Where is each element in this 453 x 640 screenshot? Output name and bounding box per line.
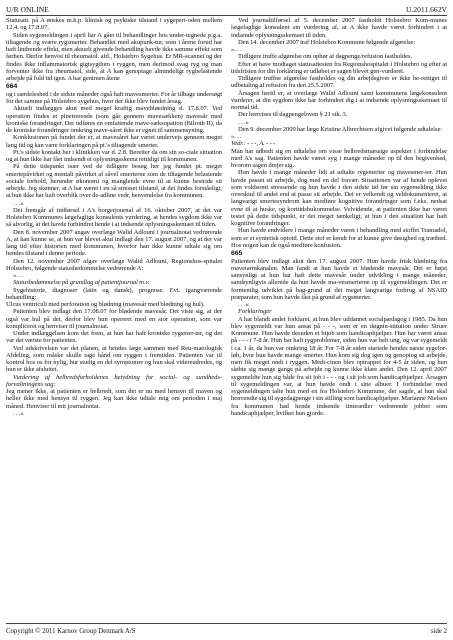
header-rule <box>6 15 447 16</box>
paragraph: Patienten blev indlagt akut den 17. august 2007. Hun havde frisk blødning fra mavetarmkanalen. Man fandt at hun havde et blødende mavesår. Det er højst sansynligt at hun har haft dette mavesår under udvikling i mange måneder, sandsynligvis allerede da hun havde ma-vesmerterne op til sygemeldingen. Det er formentlig udviklet på bag-grund af det meget langvarige forbrug af NSAID præparater, som hun havde fået på grund af rygsmerter. <box>231 257 447 301</box>
paragraph: Siden sygemeldingen i april har A gået til behandlinger hos under-tegnede p.g.a. tiltagende og svære rygsmerter. Behandlet med akupunk-tur, som i årene forud har haft lindrende effekt, men aktuelt givende behandling havde ikke samme effekt som førhen. Derfor henvist til rheumatol. afd., Holstebro Sygehus. Er MR-scannet og der findes ikke inflammatorisk gigtsygdom i ryggen, men derimod svag ryg og man forventer ikke fra rheumatol. side, at A kan genoptage almindeligt rygbelastende arbejde på fuld tid igen. A har gentmen åtene <box>6 31 222 82</box>
paragraph: . . .« <box>13 409 24 417</box>
publication-label: U/R ONLINE <box>6 5 49 14</box>
paragraph: . . .« <box>13 199 24 207</box>
paragraph: Under indlæggelsen kom det frem, at hun har haft kroniske rygsmer-ter, og det var det værste for patienten. <box>6 330 222 345</box>
paragraph: Ved udskrivelsen var det planen, at hendes læge sammen med Reu-matologisk Afdeling, som måske skulle tage hånd om ryggen i fremtiden. Patienten var til kontrol hos os for nylig, hur studig en del symptomer og hun skal videreudredes, og hun er ikke afsluttet. <box>6 344 222 374</box>
paragraph: ». . . <box>231 133 242 140</box>
paragraph: Den 12. november 2007 afgav overlæge Walid Adlouni, Regionshos-spitalet Holstebro, følgende statushedommelse vedrørende A: <box>6 257 222 272</box>
document-reference: U.2011.662V <box>405 5 447 14</box>
paragraph: Det fremgår af indførsel i A's borgerjournal af 16. oktober 2007, at det var Holstebro Kommunes lægefaglige konsulents vurdering, at hendes sygdom ikke var så alvorlig, at det havde forhindret hende i at indsende oplysningsskemaet til tiden. <box>6 206 222 229</box>
page-header <box>6 2 447 15</box>
right-column <box>231 17 447 597</box>
paragraph: Ved journaltilførsel af 5. december 2007 fastholdt Holstebro Kom-munes lægefaglige konsulent sin vurdering af, at A ikke havde været forhindret i at indsende oplysningsskemaet til tiden. <box>231 17 447 39</box>
paragraph: . . .« <box>238 301 249 308</box>
paragraph: Statusbedømmelse på grundlag af patientjournal m.v. <box>13 279 150 287</box>
paragraph: Efter at have modtaget statusattesten fra Regionshospitalet i Holstebro og efter at tidsfristen for din forklaring er udløbet er sagen blevet gen-vurderet. <box>231 60 447 75</box>
copyright-notice: Copyright © 2011 Karnov Group Denmark A/S <box>6 627 136 635</box>
paragraph: Vurdering af helbredsforholdenes betydning for social- og sundheds-forvaltningens sag: <box>6 373 222 388</box>
section-marker: 664 <box>6 82 18 90</box>
paragraph: Vedr.: - - -, A. - - - <box>231 140 276 148</box>
paragraph: På dette tidspunkt især ved de tidligere besøg her jeg fundet pt. meget smertepåvirket og mentalt påvirket af såvel smerterne som de tiltagende belastende sociale forhold, herunder økonomi og manglende evne til at kunne bestride sit arbejde. Jeg skønner, at A har været i en så stresset tilstand, at det findes forståeligt, at hun ikke har haft overblik over de-adline vedr, henvendelse fra kommunen. <box>6 163 222 200</box>
paragraph: og i særdeleshed i de sidste måneder også haft mavesmerter. For år tilbage undersøgt for det samme på Holstebro sygehus, hvor der ikke blev fundet årsag. <box>6 90 222 105</box>
paragraph: . . .« <box>238 118 249 126</box>
paragraph: Sygehistorie, diagnoser (latin og dansk), prognose. Evt. igangværende behandling: <box>6 286 222 301</box>
paragraph: Hun havde endvidere i mange måneder været i behandling med stoffet Tramadol, som er et syntetisk opioid. Dette stof er kendt for at kunne give døsighed og træthed. Hos nogen kan de også medføre konfusion. <box>231 227 447 249</box>
paragraph: Pt.'s sidste kontakt her i klinikken var d. 2.8. Beretter da om sin so-ciale situation og at hun ikke har fået indsendt et oplysningsskema rettidigt til kommunen. <box>6 148 222 163</box>
paragraph: Jeg mener ikke, at patienten er helbredt, som det er nu med hensyn til maven og heller ikke med hensyn til ryggen. Jeg kan ikke udtale mig om perioden i maj måned. Henviser til mit journalnotat. <box>6 388 222 410</box>
paragraph: Patienten blev indlagt den 17.08.07 for blødende mavesår. Det viste sig, at der også var hul på det, derfor blev hun opereret med en stor operation, som var kompliceret og henviser til journalnotat. <box>6 308 222 330</box>
section-marker: 665 <box>231 249 243 257</box>
left-column <box>6 17 222 597</box>
paragraph: Statusatt. på A ønskes m.h.p. klinisk og psykiske tilstand i sygeperi-oden mellem 12.4. og 17.8.07. <box>6 17 222 32</box>
paragraph: Den 9. december 2009 har læge Kristine Albrechtsen afgivet følgende udtalelse: <box>238 125 443 133</box>
paragraph: Ulcus ventriculi med perforation og blødning (mavesår med blødning og hul). <box>6 301 205 308</box>
paragraph: Tidligere truffe afgørelse om ophør af dagpenge/refusion fastholdes. <box>238 53 413 61</box>
page-number: side 2 <box>430 627 447 635</box>
paragraph: Man har udbedt sig en udtalelse om visse helbredsmæssige aspekter i forbindelse med A's sag. Patienten havde været syg i mange måneder op til den begivenhed, hvorom sagen drejer sig. <box>231 147 447 169</box>
paragraph: Hun havde i mange måneder lidt af udtalte rygsmerter og mavesmer-ter. Hun havde passet sit arbejde, dog med en del fravær. Situationen var af hende oplevet som voldsomt stressende og hun havde i den sidste tid før sin sygemelding ikke overskud til andet end at passe sit arbejde. Det er velkendt og veldokumenteret, at langvarigt smertesyndrom kan medføre kognitive forandringer som f.eks. nedsat evne til at huske, og korttidshukommelse. Velvidende, at patienten ikke har været testet på dette tidspunkt, er det meget tænkeligt, at hun i den situation har haft kognitive forandringer. <box>231 169 447 227</box>
paragraph: A har blandt andet forklaret, at hun blev uddannet socialpædagog i 1985. Da hun blev sygemeldt var hun ansat på - - -, som er en døgnin-stitution under Struer Kommune. Hun havde desuden et bijob som handicaphjælper. Hun har været ansat på - - - i 7-8 år. Hun har haft rygproblemer, siden hun var helt ung, og var sygemeldt i ca. 1 år, da hun var omkring 18 år. For 7-8 år siden startede hendes næste sygefor-løb, hvor hun havde mange smerter. Hun kom sig dog igen og genoptog sit arbejde, men fik meget ondt i ryggen. Medi-cinen blev optrappet for 4-5 år siden, og hun sløbte sig mange gange på arbejde og kunne ikke klare andet. Den 12. april 2007 sygemeldte hun sig både fra sit job i - - - og i sit job som handicaphjælper. Årsagen til sygemeldingen var, at hun havde ondt i sine albuer. I forbindelse med sygemeldingen talte hun med en fra Holstebro Kommune, der sagde, at hun skal henvendte sig til sygedagpenge i sin stilling som handicaphjælper. Marianne Nielsen fra kommunen had hende indsende timesedler vedrørende jobbet som handicaphjælper, hvilket hun gjorde. <box>231 315 447 417</box>
paragraph: Tidligere truffne afgørelse fastholdes og din arbejdsgiver er ikke be-rettiget til udbetaling af refusion fra den 25.5.2007. <box>231 75 447 90</box>
footer-rule <box>6 623 447 624</box>
paragraph: ». . . <box>13 272 24 279</box>
paragraph: Den 8. november 2007 angav overlæge Walid Adlouni i journalnotat vedrørende A, at han kunne se, at hun var blevet akut indlagt den 17. august 2007, og at der var lang tid efter historien med kommunen, hvorfor han ikke kunne udtale sig om hendes tilstand i denne periode. <box>6 228 222 258</box>
page-footer <box>6 625 447 637</box>
paragraph: Årsagen hertil er, at overlæge Walid Adlouni samt kommunens lægekonsulent vurderer, at din sygdom ikke har forhindret dig i at indsende oplysningsskemaet til normal tid. <box>231 89 447 111</box>
paragraph: Den 14. december 2007 traf Holstebro Kommune følgende afgørelse: <box>238 38 416 46</box>
paragraph: Der henvises til dagpengeloven § 21 stk. 3. <box>238 111 348 119</box>
paragraph: ». . . <box>231 46 242 53</box>
body-columns <box>6 17 447 597</box>
paragraph: Konklusionen på fundet der er, at mavesåret har været undervejs gennem meget lang tid og kan være forklaringen på pt.'s tiltagende smerter. <box>6 134 222 149</box>
paragraph: Aktuelt indlægges akut med meget kraftig mavebløedning d. 17.8.07. Ved operation findes et pinetrerende (som går gennem mavesækken) mavesår med kroniske forandringer. Der udføres en omfattende mave-sæksopation (Bilroth II), da de kroniske forandringer omkring mave-såret ikke er egnet til sammensyning. <box>6 105 222 134</box>
paragraph: Forklaringer <box>238 308 272 316</box>
